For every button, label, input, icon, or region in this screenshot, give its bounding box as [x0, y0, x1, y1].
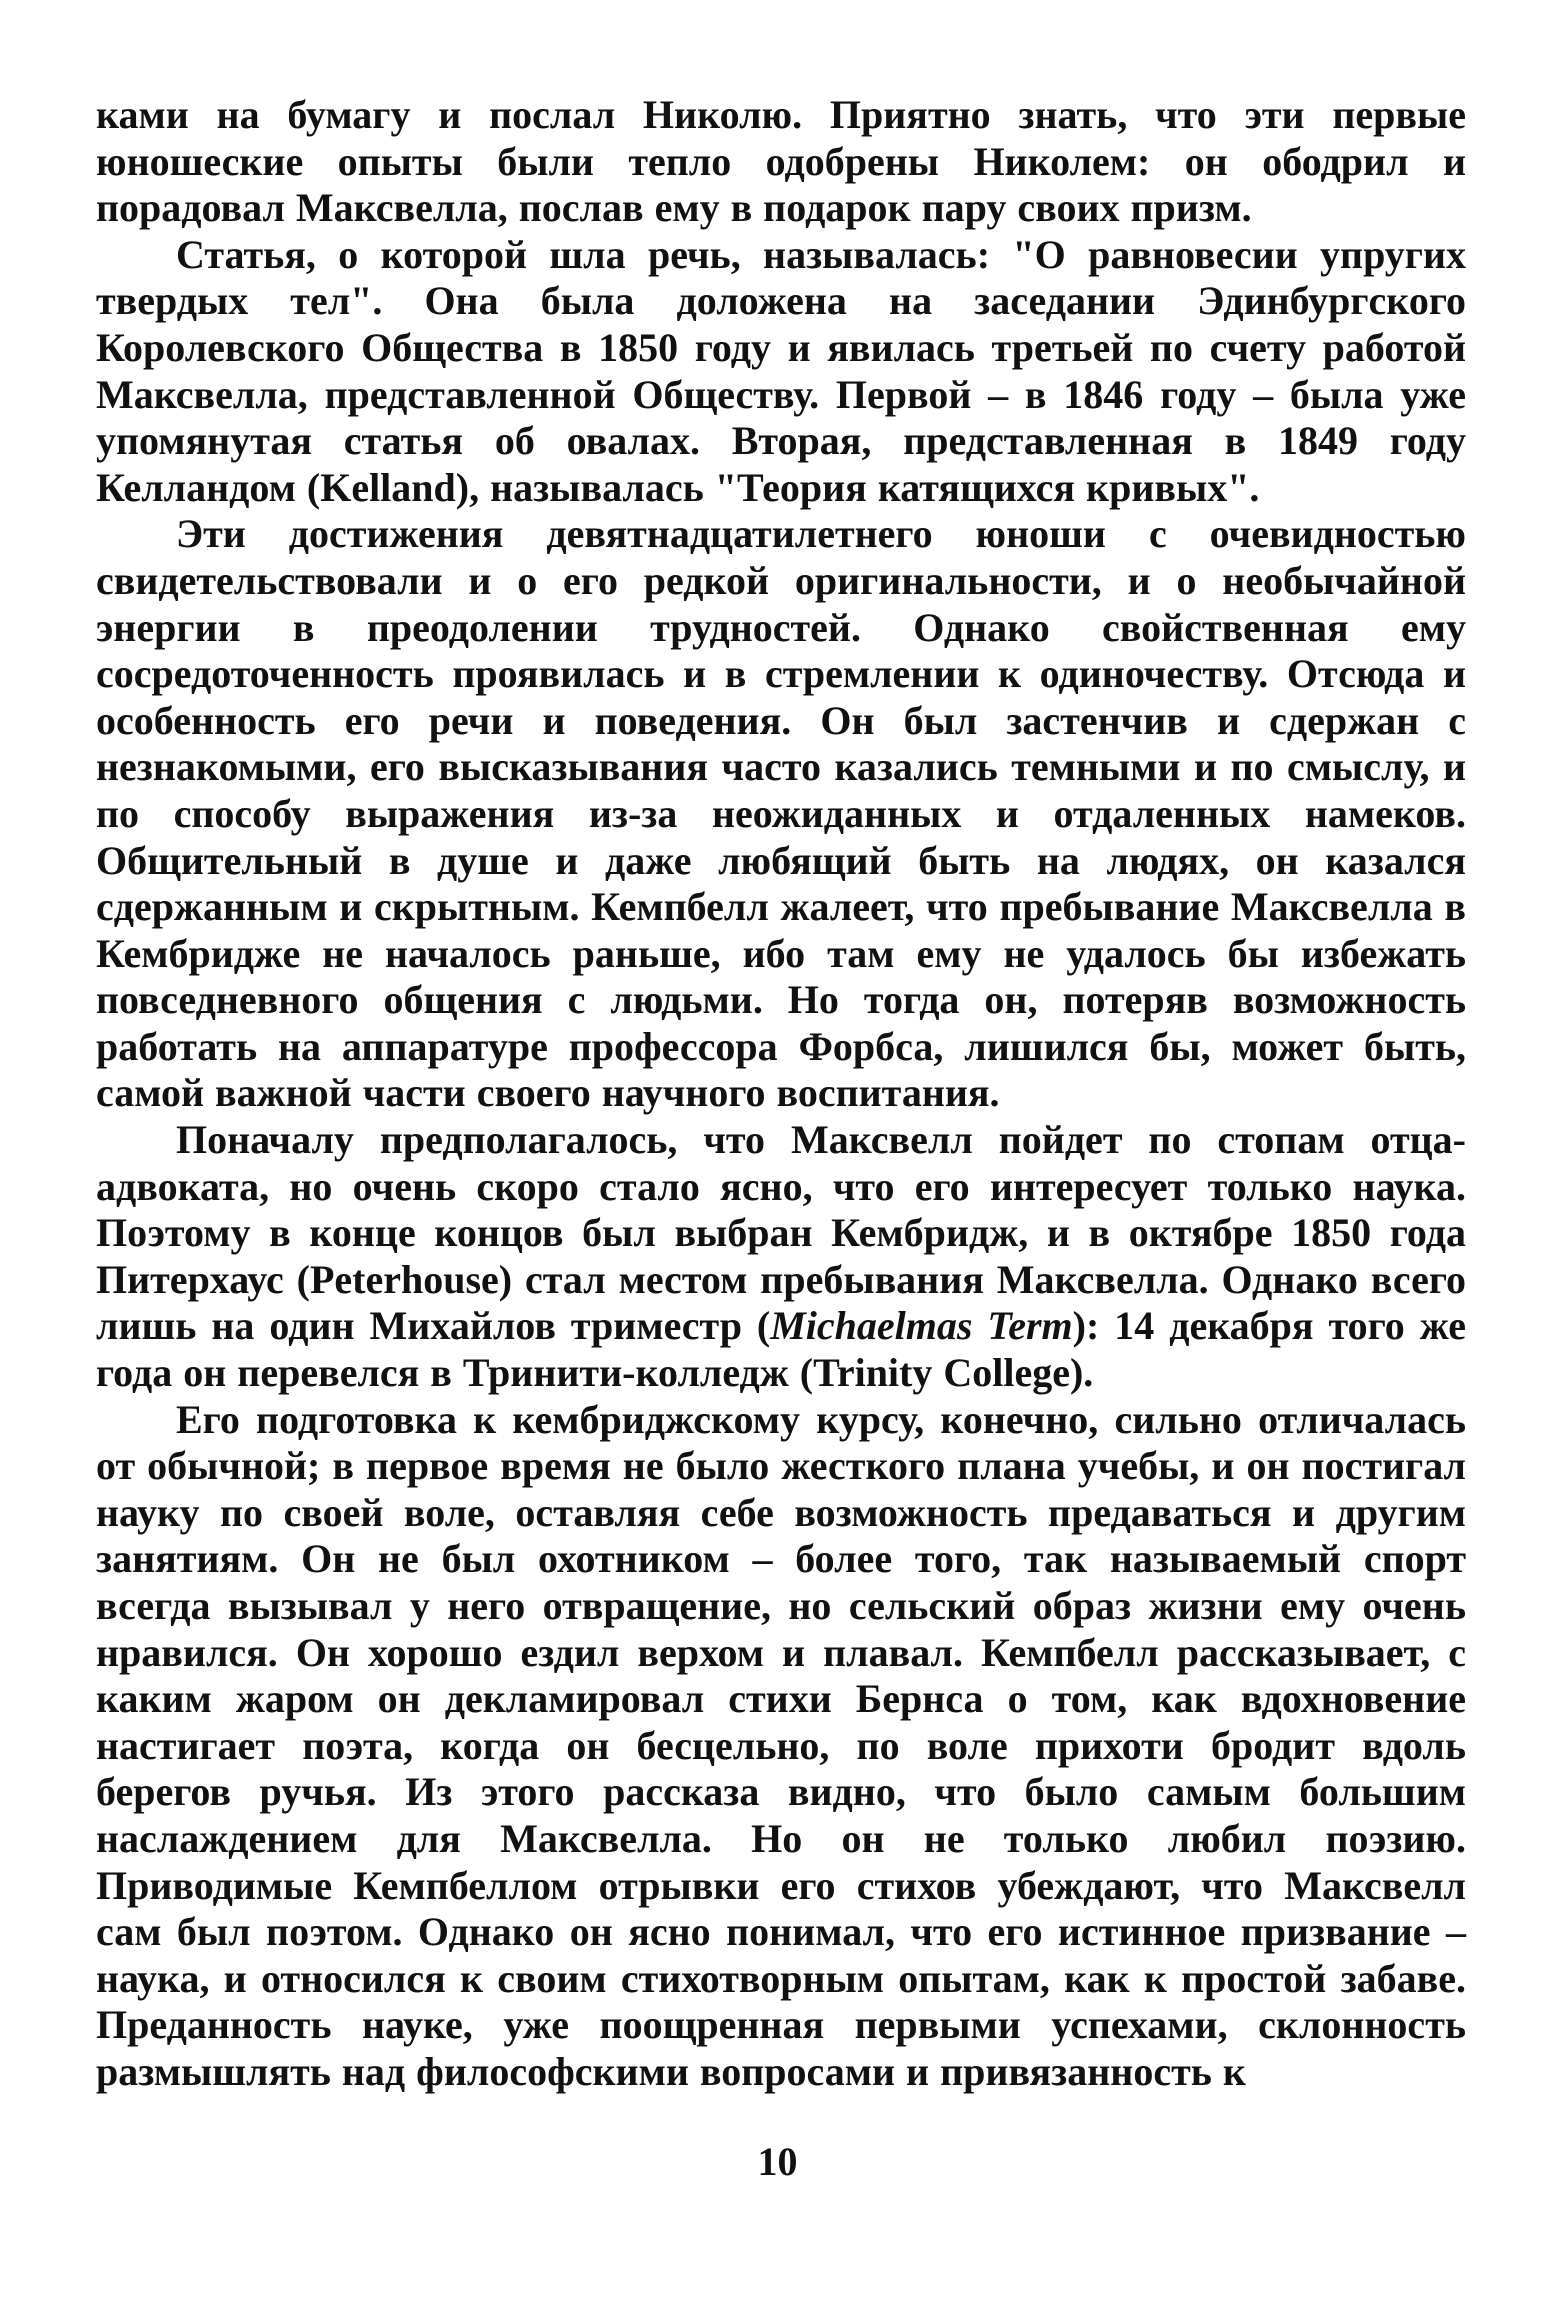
paragraph-4-text-before: Поначалу предполагалось, что Максвелл пойдет по стопам отца-адвоката, но очень скоро стало ясно, что его интересует только наука. Поэтому в конце концов был выбран Кембридж, и в октябре 1850 года Питерхаус (Peterhouse) стал местом пребывания Максвелла. Однако всего лишь на один Михайлов триместр (	[96, 1117, 1466, 1349]
paragraph-4	[96, 1117, 1466, 1397]
paragraph-4-italic-term: Michaelmas Term	[770, 1303, 1073, 1349]
paragraph-1: ками на бумагу и послал Николю. Приятно знать, что эти первые юношеские опыты были тепло одобрены Николем: он ободрил и порадовал Максвелла, послав ему в подарок пару своих призм.	[96, 92, 1466, 231]
page-body	[96, 92, 1466, 2096]
paragraph-4-text-after: ): 14 декабря того же года он перевелся в Тринити-колледж (Trinity College).	[96, 1303, 1467, 1396]
paragraph-5: Его подготовка к кембриджскому курсу, конечно, сильно отличалась от обычной; в первое время не было жесткого плана учебы, и он постигал науку по своей воле, оставляя себе возможность предаваться и другим занятиям. Он не был охотником – более того, так называемый спорт всегда вызывал у него отвращение, но сельский образ жизни ему очень нравился. Он хорошо ездил верхом и плавал. Кемпбелл рассказывает, с каким жаром он декламировал стихи Бернса о том, как вдохновение настигает поэта, когда он бесцельно, по воле прихоти бродит вдоль берегов ручья. Из этого рассказа видно, что было самым большим наслаждением для Максвелла. Но он не только любил поэзию. Приводимые Кемпбеллом отрывки его стихов убеждают, что Максвелл сам был поэтом. Однако он ясно понимал, что его истинное призвание – наука, и относился к своим стихотворным опытам, как к простой забаве. Преданность науке, уже поощренная первыми успехами, склонность размышлять над философскими вопросами и привязанность к	[96, 1396, 1466, 2094]
paragraph-3: Эти достижения девятнадцатилетнего юноши с очевидностью свидетельствовали и о его редкой оригинальности, и о необычайной энергии в преодолении трудностей. Однако свойственная ему сосредоточенность проявилась и в стремлении к одиночеству. Отсюда и особенность его речи и поведения. Он был застенчив и сдержан с незнакомыми, его высказывания часто казались темными и по смыслу, и по способу выражения из-за неожиданных и отдаленных намеков. Общительный в душе и даже любящий быть на людях, он казался сдержанным и скрытным. Кемпбелл жалеет, что пребывание Максвелла в Кембридже не началось раньше, ибо там ему не удалось бы избежать повседневного общения с людьми. Но тогда он, потеряв возможность работать на аппаратуре профессора Форбса, лишился бы, может быть, самой важной части своего научного воспитания.	[96, 511, 1466, 1116]
page-number: 10	[757, 2139, 798, 2184]
paragraph-2: Статья, о которой шла речь, называлась: "О равновесии упругих твердых тел". Она была доложена на заседании Эдинбургского Королевского Общества в 1850 году и явилась третьей по счету работой Максвелла, представленной Обществу. Первой – в 1846 году – была уже упомянутая статья об овалах. Вторая, представленная в 1849 году Келландом (Kelland), называлась "Теория катящихся кривых".	[96, 231, 1466, 510]
